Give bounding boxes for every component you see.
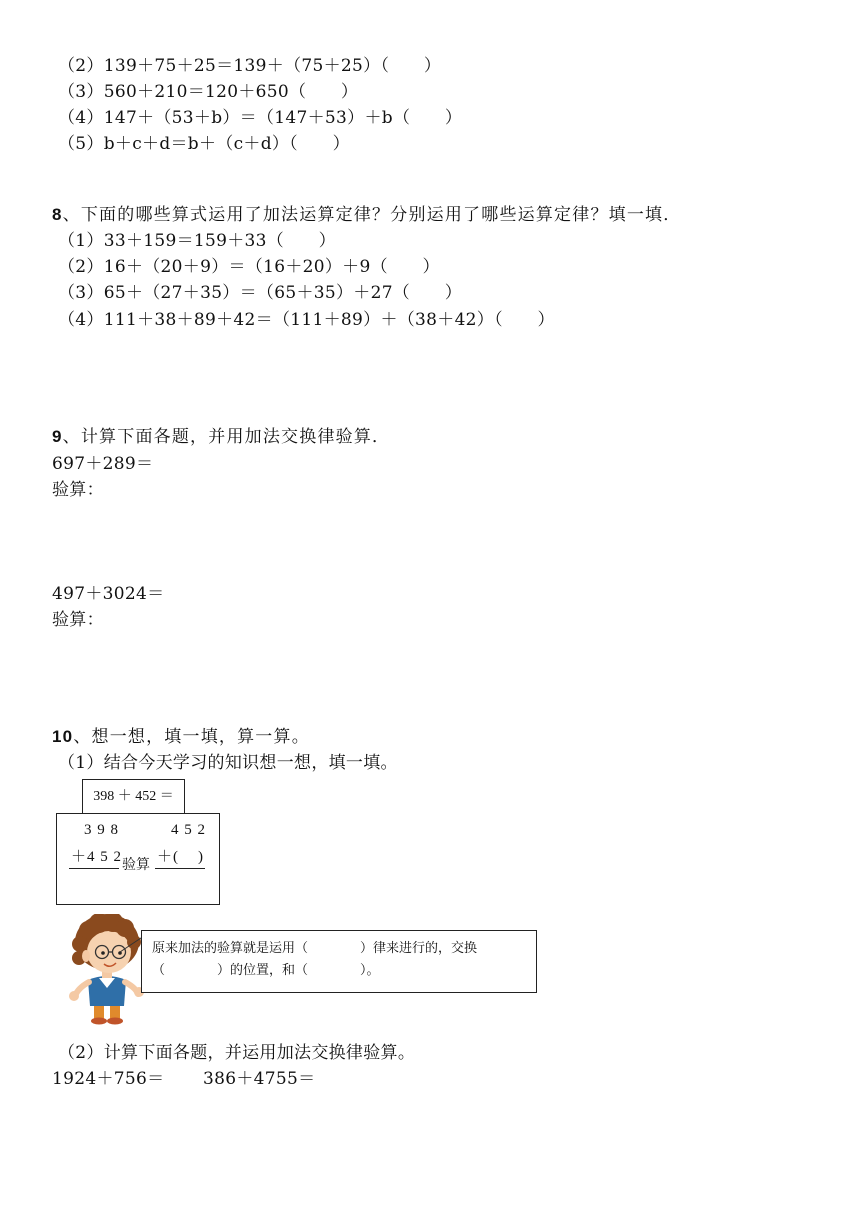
calc-right-rule [155, 868, 205, 869]
q8-item-3: （3）65＋（27＋35）＝（65＋35）＋27（ ） [58, 283, 463, 303]
calc-left-bottom: ＋4 5 2 [71, 849, 123, 865]
q7-item-2: （2）139＋75＋25＝139＋（75＋25）（ ） [58, 56, 442, 76]
q8-title-text: 、下面的哪些算式运用了加法运算定律？分别运用了哪些运算定律？填一填． [62, 205, 682, 225]
calc-left-rule [69, 868, 119, 869]
q9-title [52, 426, 390, 448]
q8-item-1: （1）33＋159＝159＋33（ ） [58, 231, 336, 251]
q9-title-text: 、计算下面各题，并用加法交换律验算． [62, 427, 391, 447]
q9-expression-1: 697＋289＝ [52, 454, 154, 474]
equation-box: 398 ＋ 452 ＝ [82, 779, 185, 813]
q8-title [52, 204, 681, 226]
q9-expression-2: 497＋3024＝ [52, 584, 165, 604]
bubble-line-2: （ ）的位置，和（ ）。 [152, 963, 380, 978]
calc-right-bottom: ＋( ) [157, 849, 204, 865]
q9-check-label-2: 验算： [52, 610, 104, 630]
q8-item-4: （4）111＋38＋89＋42＝（111＋89）＋（38＋42）（ ） [58, 310, 555, 330]
q8-number: 8 [52, 205, 63, 224]
speech-bubble [141, 930, 537, 993]
q10-title [52, 726, 310, 748]
calc-left-top: 3 9 8 [84, 822, 119, 838]
q7-item-5: （5）b＋c＋d＝b＋（c＋d）（ ） [58, 134, 350, 154]
q7-item-4: （4）147＋（53＋b）＝（147＋53）＋b（ ） [58, 108, 463, 128]
q7-item-3: （3）560＋210＝120＋650（ ） [58, 82, 359, 102]
q10-part2-expression-2: 386＋4755＝ [203, 1069, 316, 1089]
q9-check-label-1: 验算： [52, 480, 104, 500]
q9-number: 9 [52, 427, 63, 446]
bubble-line-1: 原来加法的验算就是运用（ ）律来进行的，交换 [152, 941, 478, 956]
q10-part1: （1）结合今天学习的知识想一想，填一填。 [58, 753, 398, 773]
q10-part2: （2）计算下面各题，并运用加法交换律验算。 [58, 1043, 416, 1063]
calc-right-top: 4 5 2 [171, 822, 206, 838]
calc-check-label: 验算 [122, 858, 150, 873]
vertical-calculation-box [56, 813, 220, 905]
q10-part2-expression-1: 1924＋756＝ [52, 1069, 165, 1089]
q10-number: 10 [52, 727, 74, 746]
q10-title-text: 、想一想，填一填，算一算。 [73, 727, 310, 747]
cartoon-boy-icon [66, 914, 150, 1026]
q8-item-2: （2）16＋（20＋9）＝（16＋20）＋9（ ） [58, 257, 440, 277]
